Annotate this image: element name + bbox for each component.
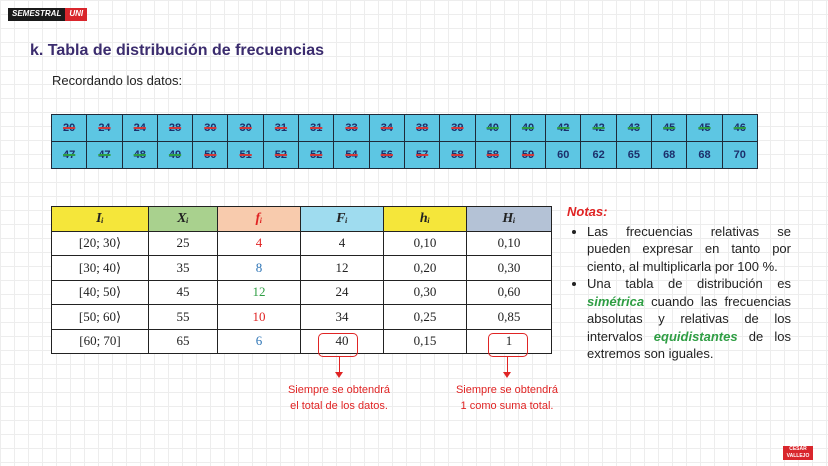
logo-line1: CÉSAR (789, 446, 807, 452)
cell-relative-frequency: 0,10 (384, 231, 467, 256)
frequency-table (51, 206, 552, 354)
cell-cumulative-frequency: 4 (301, 231, 384, 256)
data-cell: 24 (122, 115, 157, 142)
cell-cumulative-relative: 0,10 (467, 231, 552, 256)
data-cell: 57 (404, 142, 439, 169)
data-cell: 24 (87, 115, 122, 142)
data-cell: 58 (440, 142, 475, 169)
header-class-mark: Xᵢ (149, 207, 218, 232)
data-cell: 70 (722, 142, 757, 169)
cell-cumulative-frequency: 34 (301, 305, 384, 330)
cesar-vallejo-logo (783, 446, 813, 460)
data-cell: 28 (157, 115, 192, 142)
sum-circle (488, 333, 528, 357)
cell-interval: [20; 30⟩ (52, 231, 149, 256)
cell-class-mark: 55 (149, 305, 218, 330)
header-cumulative-relative: Hᵢ (467, 207, 552, 232)
cell-cumulative-frequency: 12 (301, 256, 384, 281)
note-item-2-symmetric: simétrica (587, 293, 645, 309)
brand-semestral: SEMESTRAL (8, 8, 65, 21)
frequency-row (52, 231, 552, 256)
data-cell: 68 (687, 142, 722, 169)
sum-annotation (440, 382, 574, 414)
frequency-row (52, 329, 552, 354)
cell-cumulative-relative: 0,30 (467, 256, 552, 281)
frequency-row (52, 280, 552, 305)
header-absolute-frequency: fᵢ (218, 207, 301, 232)
note-item-2-equidistant: equidistantes (653, 328, 738, 344)
data-cell: 31 (263, 115, 298, 142)
total-annotation-line1: Siempre se obtendrá (287, 384, 391, 396)
data-cell: 47 (52, 142, 87, 169)
cell-cumulative-frequency: 24 (301, 280, 384, 305)
cell-cumulative-frequency: 40 (301, 329, 384, 354)
notes-list (567, 223, 791, 363)
data-cell: 34 (369, 115, 404, 142)
total-annotation (272, 382, 406, 414)
data-cell: 38 (404, 115, 439, 142)
data-cell: 65 (616, 142, 651, 169)
data-cell: 43 (616, 115, 651, 142)
brand-uni: UNI (65, 8, 87, 21)
total-circle (318, 333, 358, 357)
header-cumulative-frequency: Fᵢ (301, 207, 384, 232)
data-cell: 50 (193, 142, 228, 169)
data-cell: 56 (369, 142, 404, 169)
notes-title: Notas: (567, 204, 608, 219)
data-cell: 48 (122, 142, 157, 169)
data-cell: 68 (652, 142, 687, 169)
data-cell: 49 (157, 142, 192, 169)
frequency-header-row (52, 207, 552, 232)
sum-arrow-head (503, 372, 511, 378)
cell-cumulative-relative: 0,60 (467, 280, 552, 305)
cell-interval: [40; 50⟩ (52, 280, 149, 305)
cell-cumulative-relative: 0,85 (467, 305, 552, 330)
cell-class-mark: 25 (149, 231, 218, 256)
data-cell: 42 (546, 115, 581, 142)
cell-absolute-frequency: 12 (218, 280, 301, 305)
data-cell: 59 (510, 142, 545, 169)
header-relative-frequency: hᵢ (384, 207, 467, 232)
data-cell: 60 (546, 142, 581, 169)
logo-line2: VALLEJO (786, 453, 810, 459)
frequency-row (52, 305, 552, 330)
cell-class-mark: 65 (149, 329, 218, 354)
note-item-2 (587, 275, 791, 363)
note-item-2-text-c: cuando las frecuencias absolutas y relativas de los intervalos (587, 293, 791, 344)
frequency-table-body (52, 231, 552, 354)
data-grid-row (52, 115, 758, 142)
data-cell: 62 (581, 142, 616, 169)
cell-relative-frequency: 0,15 (384, 329, 467, 354)
data-cell: 30 (193, 115, 228, 142)
cell-relative-frequency: 0,25 (384, 305, 467, 330)
page-subtitle: Recordando los datos: (52, 73, 183, 88)
cell-relative-frequency: 0,30 (384, 280, 467, 305)
cell-absolute-frequency: 8 (218, 256, 301, 281)
note-item-1 (587, 223, 791, 276)
sum-annotation-line2: 1 como suma total. (460, 400, 554, 412)
data-cell: 45 (652, 115, 687, 142)
cell-interval: [60; 70] (52, 329, 149, 354)
data-grid (51, 114, 758, 169)
sum-annotation-line1: Siempre se obtendrá (455, 384, 559, 396)
page-title: k. Tabla de distribución de frecuencias (30, 42, 325, 59)
data-cell: 51 (228, 142, 263, 169)
data-cell: 33 (334, 115, 369, 142)
cell-cumulative-relative: 1 (467, 329, 552, 354)
data-cell: 40 (510, 115, 545, 142)
data-cell: 45 (687, 115, 722, 142)
cell-relative-frequency: 0,20 (384, 256, 467, 281)
cell-absolute-frequency: 10 (218, 305, 301, 330)
data-cell: 54 (334, 142, 369, 169)
total-arrow-head (335, 372, 343, 378)
data-cell: 20 (52, 115, 87, 142)
notes-panel (567, 203, 791, 363)
cell-absolute-frequency: 6 (218, 329, 301, 354)
frequency-row (52, 256, 552, 281)
data-cell: 42 (581, 115, 616, 142)
note-item-2-text-e: de los extremos son iguales. (587, 328, 791, 361)
data-cell: 52 (263, 142, 298, 169)
data-cell: 46 (722, 115, 757, 142)
note-item-2-text-a: Una tabla de distribución es (587, 276, 791, 291)
cell-class-mark: 45 (149, 280, 218, 305)
sum-arrow-line (507, 356, 508, 372)
note-item-1-text: Las frecuencias relativas se pueden expresar en tanto por ciento, al multiplicarla por 100 %. (587, 223, 791, 274)
total-annotation-line2: el total de los datos. (290, 400, 388, 412)
data-grid-row (52, 142, 758, 169)
cell-class-mark: 35 (149, 256, 218, 281)
data-cell: 31 (299, 115, 334, 142)
cell-absolute-frequency: 4 (218, 231, 301, 256)
cell-interval: [50; 60⟩ (52, 305, 149, 330)
brand-badge (8, 8, 87, 21)
total-arrow-line (339, 356, 340, 372)
data-cell: 30 (228, 115, 263, 142)
data-cell: 39 (440, 115, 475, 142)
data-cell: 58 (475, 142, 510, 169)
data-cell: 52 (299, 142, 334, 169)
data-cell: 40 (475, 115, 510, 142)
header-interval: Iᵢ (52, 207, 149, 232)
cell-interval: [30; 40⟩ (52, 256, 149, 281)
data-cell: 47 (87, 142, 122, 169)
